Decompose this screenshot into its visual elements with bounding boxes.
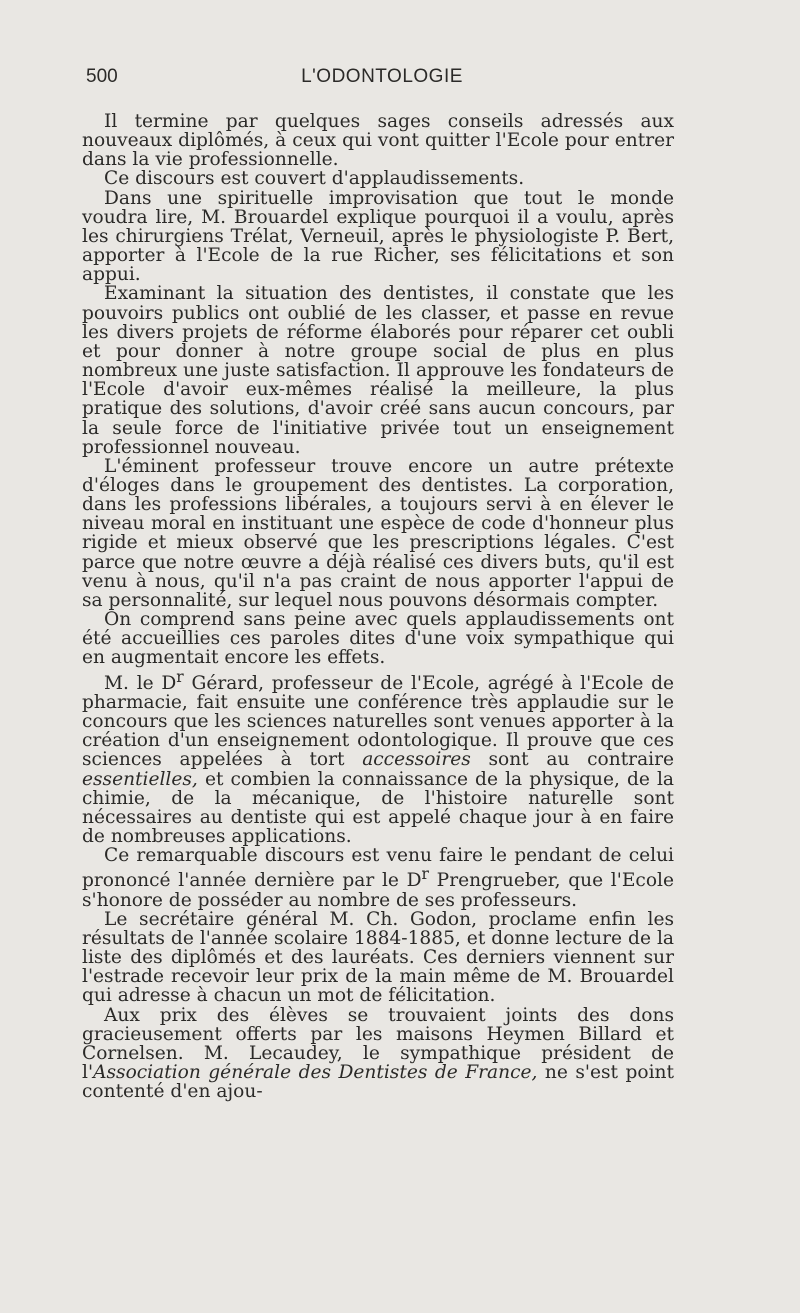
- paragraph-groupement: L'éminent professeur trouve encore un autre prétexte d'éloges dans le groupement des dentistes. La corporation, dans les professions libérales, a toujours servi à en élever le niveau moral en instituant une espèce de code d'honneur plus rigide et mieux observé que les prescriptions légales. C'est parce que notre œuvre a déjà réalisé ces divers buts, qu'il est venu à nous, qu'il n'a pas craint de nous apporter l'appui de sa personnalité, sur lequel nous pouvons désormais compter.: [82, 455, 674, 611]
- gerard-italic-essentielles: essentielles,: [82, 768, 198, 790]
- gerard-text-3: et combien la connaissance de la physique, de la chimie, de la mécanique, de l'histoire naturelle sont nécessaires au dentiste qui est appelé chaque jour à en faire de nombreuses applications.: [82, 768, 674, 847]
- paragraph-applaudissements: Ce discours est couvert d'applaudissements.: [104, 168, 525, 190]
- gerard-text-2: sont au contraire: [470, 749, 674, 771]
- paragraph-conseils: Il termine par quelques sages conseils adressés aux nouveaux diplômés, à ceux qui vont quitter l'Ecole pour entrer dans la vie professionnelle.: [82, 111, 674, 171]
- running-title: L'ODONTOLOGIE: [301, 66, 463, 87]
- page-number: 500: [86, 66, 118, 87]
- paragraph-gerard: [82, 668, 674, 847]
- body-text: [82, 112, 674, 1101]
- prix-italic-association: Association générale des Dentistes de France,: [93, 1062, 538, 1084]
- gerard-text-start: M. le D: [104, 672, 177, 694]
- paragraph-situation-dentistes: Examinant la situation des dentistes, il constate que les pouvoirs publics ont oublié de les classer, et passe en revue les divers projets de réforme élaborés pour réparer cet oubli et pour donner à notre groupe social de plus en plus nombreux une juste satisfaction. Il approuve les fondateurs de l'Ecole d'avoir eux-mêmes réalisé la meilleure, la plus pratique des solutions, d'avoir créé sans aucun concours, par la seule force de l'initiative privée tout un enseignement professionnel nouveau.: [82, 283, 674, 458]
- gerard-text-1: Gérard, professeur de l'Ecole, agrégé à l'Ecole de pharmacie, fait ensuite une conférence très applaudie sur le concours que les sciences naturelles sont venues apporter à la création d'un enseignement odontologique. Il prouve que ces sciences appelées à tort: [82, 672, 674, 771]
- paragraph-prengrueber: [82, 846, 674, 910]
- prengrueber-sup: r: [421, 865, 429, 884]
- prengrueber-text-1: Ce remarquable discours est venu faire le pendant de celui prononcé l'année dernière par le D: [82, 845, 674, 892]
- prengrueber-text-2: Prengrueber, que l'Ecole s'honore de posséder au nombre de ses professeurs.: [82, 870, 674, 911]
- paragraph-godon: Le secrétaire général M. Ch. Godon, proclame enfin les résultats de l'année scolaire 1884-1885, et donne lecture de la liste des diplômés et des lauréats. Ces derniers viennent sur l'estrade recevoir leur prix de la main même de M. Brouardel qui adresse à chacun un mot de félicitation.: [82, 908, 674, 1007]
- gerard-sup: r: [176, 667, 184, 686]
- paragraph-prix: [82, 1006, 674, 1102]
- page-header: [86, 66, 678, 96]
- paragraph-brouardel: Dans une spirituelle improvisation que tout le monde voudra lire, M. Brouardel explique pourquoi il a voulu, après les chirurgiens Trélat, Verneuil, après le physiologiste P. Bert, apporter à l'Ecole de la rue Richer, ses félicitations et son appui.: [82, 187, 674, 286]
- paragraph-accueil: On comprend sans peine avec quels applaudissements ont été accueillies ces paroles dites d'une voix sympathique qui en augmentait encore les effets.: [82, 609, 674, 669]
- prix-text-1: Aux prix des élèves se trouvaient joints des dons gracieusement offerts par les maisons Heymen Billard et Cornelsen. M. Lecaudey, le sympathique président de l': [82, 1004, 674, 1084]
- gerard-italic-accessoires: accessoires: [362, 749, 471, 771]
- prix-text-2: ne s'est point contenté d'en ajou-: [82, 1062, 675, 1103]
